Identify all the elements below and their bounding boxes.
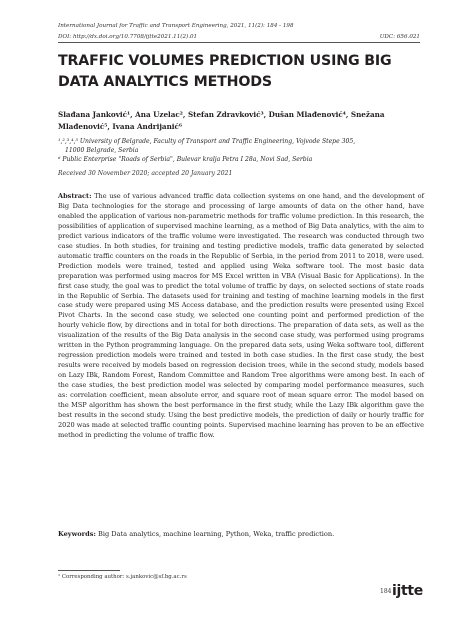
abstract-text: The use of various advanced traffic data collection systems on one hand, and the development of Big Data technologies for the storage and processing of large amounts of data on the other hand, have enabled the application of various non-parametric methods for traffic volume prediction. In this research, the possibilities of application of supervised machine learning, as a method of Big Data analytics, with the aim to predict various indicators of the traffic volume were investigated. The research was conducted through two case studies. In both studies, for training and testing predictive models, traffic data generated by selected automatic traffic counters on the roads in the Republic of Serbia, in the period from 2011 to 2018, were used. Prediction models were trained, tested and applied using Weka software tool. The most basic data preparation was performed using macros for MS Excel written in VBA (Visual Basic for Applications). In the first case study, the goal was to predict the total volume of traffic by days, on selected sections of state roads in the Republic of Serbia. The datasets used for training and testing of machine learning models in the first case study were prepared using MS Access database, and the prediction results were presented using Excel Pivot Charts. In the second case study, we selected one counting point and performed prediction of the hourly vehicle flow, by directions and in total for both directions. The preparation of data sets, as well as the visualization of the results of the Big Data analysis in the second case study, was performed using programs written in the Python programming language. On the prepared data sets, using Weka software tool, different regression prediction models were trained and tested in both case studies. In the first case study, the best results were received by models based on regression decision trees, while in the second study, models based on Lazy IBk, Random Forest, Random Committee and Random Tree algorithms were among best. In each of the case studies, the best prediction model was selected by comparing model performance measures, such as: correlation coefficient, mean absolute error, and square root of mean square error. The model based on the MSP algorithm has shown the best performance in the first study, while the Lazy IBk algorithm gave the best results in the second study. Using the best predictive models, the prediction of daily or hourly traffic for 2020 was made at selected traffic counting points. Supervised machine learning has proven to be an effective method in predicting the volume of traffic flow. (58, 192, 424, 439)
doi-line[interactable]: DOI: http://dx.doi.org/10.7708/ijtte2021.11(2).01 (58, 34, 198, 40)
received-dates: Received 30 November 2020; accepted 20 January 2021 (58, 170, 233, 177)
abstract-label: Abstract: (58, 192, 92, 200)
affiliation-1-city: 11000 Belgrade, Serbia (65, 147, 139, 155)
journal-logo (392, 583, 423, 599)
author-list (58, 109, 420, 133)
affiliations (58, 137, 420, 165)
footnote-rule (58, 570, 120, 571)
keywords-text: Big Data analytics, machine learning, Python, Weka, traffic prediction. (98, 530, 335, 538)
affiliation-1: ¹,²,³,⁴,⁵ University of Belgrade, Faculty of Transport and Traffic Engineering, Vojvode Stepe 305, (58, 138, 356, 145)
abstract (58, 192, 424, 441)
paper-title: TRAFFIC VOLUMES PREDICTION USING BIG DATA ANALYTICS METHODS (58, 53, 392, 90)
journal-logo-text: ijtte (392, 583, 423, 599)
keywords (58, 529, 420, 539)
header-rule (58, 42, 420, 43)
affiliation-2: ⁶ Public Enterprise "Roads of Serbia", Bulevar kralja Petra I 28a, Novi Sad, Serbia (58, 156, 313, 164)
journal-citation: International Journal for Traffic and Transport Engineering, 2021, 11(2): 184 - 198 (58, 23, 294, 29)
author-line-1: Slađana Janković¹, Ana Uzelac², Stefan Zdravković³, Dušan Mlađenović⁴, Snežana (58, 110, 385, 119)
page-number: 184 (380, 588, 392, 595)
footnote: ¹ Corresponding author: s.jankovic@sf.bg.ac.rs (58, 574, 187, 580)
author-line-2: Mlađenović⁵, Ivana Andrijanić⁶ (58, 122, 183, 131)
udc-code: UDC: 656.021 (379, 34, 420, 40)
keywords-label: Keywords: (58, 530, 96, 538)
